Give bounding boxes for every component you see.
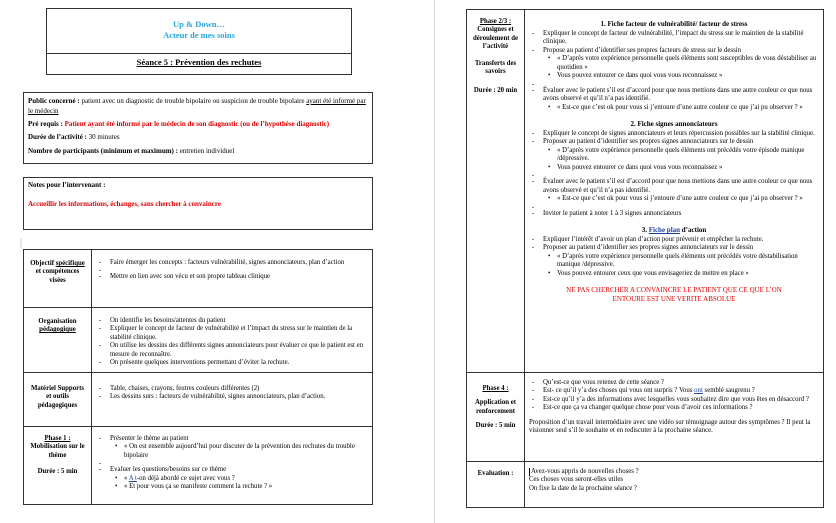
phase1-head	[24, 427, 92, 505]
public-value-underlined: ayant été informé par le médecin	[28, 97, 366, 116]
list-item-text: Propose au patient d’identifier ses propres facteurs de stress sur le dessin	[543, 46, 741, 54]
section1-title: 1. Fiche facteur de vulnérabilité/ facteur de stress	[600, 20, 748, 28]
list-item: - Inviter le patient à noter 1 à 3 signes annonciateurs	[543, 210, 819, 218]
list-item: - Qu’est-ce que vous retenez de cette séance ?	[543, 379, 819, 387]
phase23-head	[467, 10, 525, 373]
prereq-line	[28, 119, 368, 129]
phase4-content	[525, 373, 824, 462]
list-item	[543, 387, 819, 395]
sub-item: • « Est-ce que c’est ok pour vous si j’entoure d’une autre couleur ce que j’ai pu observer ? »	[557, 195, 819, 203]
list-item-text: Proposer au patient d’identifier ses propres signes annonciateurs sur le dessin	[543, 244, 754, 252]
phase4-head	[467, 373, 525, 462]
phase1-duration: Durée : 5 min	[37, 468, 78, 476]
section2-title: 2. Fiche signes annonciateurs	[630, 120, 718, 129]
participants-label: Nombre de participants (minimum et maximum) :	[28, 146, 178, 155]
phase4-duration: Durée : 5 min	[475, 422, 516, 430]
table-row	[467, 10, 824, 373]
section3-title	[529, 226, 819, 235]
sub-item: • Vous pouvez entourer ceux que vous envisageriez de mettre en place »	[557, 270, 819, 278]
objectif-head	[24, 250, 92, 308]
section3-number: 3.	[641, 226, 649, 235]
phase4-label: Phase 4 :	[482, 385, 509, 392]
objectif-label-rest: et compétences visées	[35, 268, 80, 284]
duration-label: Durée de l’activité :	[28, 133, 87, 142]
sub-item: • « D’après votre expérience personnelle quels éléments sont susceptibles de vous déstabiliser au quotidien »	[557, 55, 819, 72]
list-item-text-rest: semblé saugrenu ?	[702, 387, 755, 395]
list-item: - Table, chaises, crayons, feutres couleurs différentes (2)	[110, 385, 368, 393]
list-item-text: Évaluer avec le patient s’il est d’accord pour que nous mettions dans une autre couleur ce que nous avons observé et qu’il n’a pas identifié.	[543, 178, 813, 194]
public-line	[28, 96, 368, 116]
materiel-head: Matériel Supports et outils pédagogiques	[24, 373, 92, 427]
participants-value: entretien individuel	[177, 146, 235, 155]
sub-item: • « Et pour vous ça se manifeste comment la rechute ? »	[124, 483, 368, 491]
phase23-title: Consignes et déroulement de l’activité	[473, 26, 518, 51]
page-separator	[434, 0, 435, 523]
sub-item: • Vous pouvez entourer ce dans quoi vous vous reconnaissez »	[557, 164, 819, 172]
list-item: - Les dessins surs : facteurs de vulnérabilité, signes annonciateurs, plan d’action.	[110, 393, 368, 401]
table-row	[24, 427, 373, 505]
objectif-label-underlined: spécifique	[55, 260, 85, 267]
objectif-label: Objectif	[30, 260, 56, 267]
sub-item: • « Est-ce que c’est ok pour vous si j’entoure d’une autre couleur ce que j’ai pu observer ? »	[557, 104, 819, 112]
notes-text: Accueillir les informations, échanges, sans chercher à convaincre	[28, 199, 221, 208]
table-row	[467, 462, 824, 508]
objectif-content	[92, 250, 373, 308]
evaluation-head: Evaluation :	[467, 462, 525, 508]
list-item: - Mettre en lien avec son vécu et son propre tableau clinique	[110, 273, 368, 281]
prereq-value: Patient ayant été informé par le médecin de son diagnostic (ou de l’hypothèse diagnostic)	[62, 120, 330, 129]
list-item: - Est-ce qu’il y’a des informations avec lesquelles vous souhaitez dire que vous êtes en désaccord ?	[543, 396, 819, 404]
spellcheck-word: ont	[694, 387, 703, 395]
sub-item: • Vous pouvez entourer ce dans quoi vous vous reconnaissez »	[557, 72, 819, 80]
info-box	[23, 92, 373, 164]
list-item: - Expliquer le concept de facteur de vulnérabilité et l’impact du stress sur le maintien de la stabilité clinique.	[110, 325, 368, 342]
notes-label: Notes pour l’intervenant :	[28, 181, 106, 189]
notes-box	[23, 177, 373, 230]
public-label: Public concerné :	[28, 97, 80, 105]
phase23-duration: Durée : 20 min	[473, 86, 518, 94]
list-item	[543, 47, 819, 81]
list-item-text: Proposer au patient d’identifier ses propres signes annonciateurs sur le dessin	[543, 138, 754, 146]
list-item: - Expliquer le concept de facteur de vulnérabilité, l’impact du stress sur le maintien de la stabilité clinique.	[543, 30, 819, 47]
phase1-content	[92, 427, 373, 505]
sub-item-text: -on déjà abordé ce sujet avec vous ?	[136, 474, 235, 482]
phase23-subtitle: Transferts des savoirs	[474, 59, 517, 76]
sub-item: • « D’après votre expérience personnelle quels éléments ont précédés votre déstabilisation manique /dépressive.	[557, 253, 819, 270]
evaluation-content	[525, 462, 824, 508]
organisation-content	[92, 308, 373, 373]
evaluation-line: Avez-vous appris de nouvelles choses ?	[529, 468, 819, 476]
list-item	[110, 466, 368, 491]
public-value: patient avec un diagnostic de trouble bipolaire ou suspicion de trouble bipolaire	[79, 97, 307, 105]
list-item: - On utilise les dessins des différents signes annonciateurs pour évaluer ce que le patient est en mesure de reconnaître.	[110, 342, 368, 359]
list-item-text: Présenter le thème au patient	[110, 435, 189, 442]
list-item-text: Est- ce qu’il y’a des choses qui vous ont surpris ? Vous	[543, 387, 695, 395]
section3-underlined: Fiche plan	[648, 226, 681, 235]
list-item: - Expliquer l’intérêt d’avoir un plan d’action pour prévenir et empêcher la rechute.	[543, 236, 819, 244]
phase1-label: Phase 1 :	[44, 435, 71, 442]
title-divider	[47, 53, 351, 54]
list-item: - Expliquer le concept de signes annonciateurs et leurs répercussion possibles sur la stabilité clinique.	[543, 130, 819, 138]
evaluation-line: On fixe la date de la prochaine séance ?	[529, 484, 637, 492]
table-row	[467, 373, 824, 462]
list-item	[543, 138, 819, 172]
table-row	[24, 250, 373, 308]
scroll-marker	[20, 238, 22, 248]
program-title: Up & Down…	[173, 19, 225, 29]
list-item: - Faire émerger les concepts : facteurs vulnérabilité, signes annonciateurs, plan d’action	[110, 259, 368, 267]
table-row	[24, 308, 373, 373]
duration-value: 30 minutes	[86, 133, 120, 142]
list-item	[543, 87, 819, 112]
participants-line	[28, 146, 368, 156]
quote-open: «	[124, 474, 129, 482]
session-title: Séance 5 : Prévention des rechutes	[136, 57, 262, 67]
list-item: - Est-ce que ça va changer quelque chose pour vous d’avoir ces informations ?	[543, 404, 819, 412]
organisation-label: Organisation	[38, 318, 77, 325]
phase4-extra: Proposition d’un travail intermédiaire avec une vidéo sur témoignage autour des symptômes ? Il peut la visionner seul s’il le souhaite et en rediscuter à la prochaine séance.	[529, 418, 811, 435]
title-box	[46, 8, 352, 75]
list-item: - On identifie les besoins/attentes du patient	[110, 317, 368, 325]
section3-title-rest: d’action	[680, 226, 707, 235]
prereq-label: Pré requis :	[28, 120, 63, 129]
list-item: - On présente quelques interventions permettant d’éviter la rechute.	[110, 359, 368, 367]
phase1-title: Mobilisation sur le thème	[30, 443, 85, 459]
evaluation-line: Ces choses vous seront-elles utiles	[529, 476, 624, 484]
duration-line	[28, 132, 368, 142]
phase23-label: Phase 2/3 :	[479, 18, 512, 25]
list-item	[543, 178, 819, 203]
left-activity-table	[23, 249, 373, 505]
right-activity-table	[466, 9, 824, 508]
table-row	[24, 373, 373, 427]
list-item	[543, 244, 819, 278]
list-item	[110, 435, 368, 460]
sub-item	[124, 475, 368, 483]
materiel-content	[92, 373, 373, 427]
phase4-title: Application et renforcement	[475, 399, 516, 415]
spellcheck-word: A t	[128, 474, 137, 482]
list-item-text: Évaluer avec le patient s’il est d’accord pour que nous mettions dans une autre couleur ce que nous avons observé et qu’il n’a pas identifié.	[543, 86, 813, 103]
program-subtitle: Acteur de mes soins	[163, 29, 235, 40]
sub-item: • « On est ensemble aujourd’hui pour discuter de la prévention des rechutes du trouble bipolaire	[124, 443, 368, 460]
warning-text: NE PAS CHERCHER A CONVAINCRE LE PATIENT QUE CE QUE L’ON ENTOURE EST UNE VERITE ABSOLUE	[566, 286, 782, 304]
list-item-text: Evaluer les questions/besoins sur ce thème	[110, 466, 227, 474]
phase23-content	[525, 10, 824, 373]
organisation-label-underlined: pédagogique	[39, 326, 76, 334]
organisation-head	[24, 308, 92, 373]
sub-item: • « D’après votre expérience personnelle quels éléments ont précédés votre épisode manique /dépressive.	[557, 147, 819, 164]
